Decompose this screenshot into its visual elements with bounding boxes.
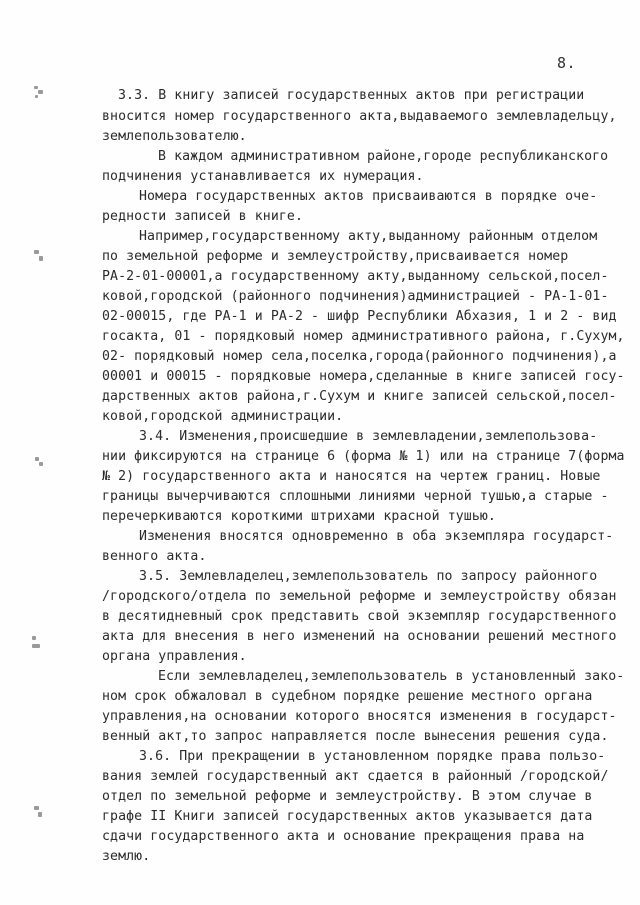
text-line: венного акта.	[102, 549, 207, 564]
text-line: ковой,городской администрации.	[102, 409, 344, 424]
text-line: землепользователю.	[102, 129, 247, 144]
text-line: границы вычерчиваются сплошными линиями черной тушью,а старые -	[102, 489, 609, 504]
text-line: перечеркиваются короткими штрихами красной тушью.	[102, 509, 496, 524]
text-line: 3.4. Изменения,происшедшие в землевладении,землепользова-	[139, 429, 598, 444]
text-line: Если землевладелец,землепользователь в установленный зако-	[158, 669, 625, 684]
text-line: ковой,городской (районного подчинения)администрацией - РА-1-01-	[102, 289, 609, 304]
text-line: госакта, 01 - порядковый номер административного района, г.Сухум,	[102, 329, 625, 344]
text-line: акта для внесения в него изменений на основании решений местного	[102, 629, 617, 644]
page-number: 8.	[557, 54, 577, 72]
text-line: сдачи государственного акта и основание прекращения права на	[102, 829, 585, 844]
text-line: землю.	[102, 849, 151, 864]
text-line: управления,на основании которого вносятся изменения в государст-	[102, 709, 617, 724]
text-line: вания землей государственный акт сдается в районный /городской/	[102, 769, 609, 784]
text-line: 3.3. В книгу записей государственных актов при регистрации	[118, 88, 585, 103]
margin-mark	[33, 454, 45, 470]
text-line: 02-00015, где РА-1 и РА-2 - шифр Республики Абхазия, 1 и 2 - вид	[102, 309, 617, 324]
text-line: 3.6. При прекращении в установленном порядке права пользо-	[139, 749, 606, 764]
text-line: 3.5. Землевладелец,землепользователь по запросу районного	[139, 569, 598, 584]
text-line: графе II Книги записей государственных актов указывается дата	[102, 809, 593, 824]
text-line: РА-2-01-00001,а государственному акту,выданному сельской,посел-	[102, 269, 609, 284]
text-line: отдел по земельной реформе и землеустройству. В этом случае в	[102, 789, 593, 804]
text-line: нии фиксируются на странице 6 (форма № 1) или на странице 7(форма	[102, 449, 625, 464]
text-line: по земельной реформе и землеустройству,присваивается номер	[102, 249, 569, 264]
text-line: ном срок обжаловал в судебном порядке решение местного органа	[102, 689, 593, 704]
text-line: органа управления.	[102, 649, 247, 664]
text-line: № 2) государственного акта и наносятся на чертеж границ. Новые	[102, 469, 601, 484]
text-line: Изменения вносятся одновременно в оба экземпляра государст-	[139, 529, 614, 544]
text-line: редности записей в книге.	[102, 209, 303, 224]
margin-mark	[33, 248, 45, 264]
text-line: 02- порядковый номер села,поселка,города(районного подчинения),а	[102, 349, 617, 364]
text-line: дарственных актов района,г.Сухум и книге записей сельской,посел-	[102, 389, 617, 404]
text-line: вносится номер государственного акта,выдаваемого землевладельцу,	[102, 109, 617, 124]
margin-mark	[32, 84, 44, 100]
text-line: /городского/отдела по земельной реформе и землеустройству обязан	[102, 589, 617, 604]
margin-mark	[32, 804, 44, 820]
text-line: 00001 и 00015 - порядковые номера,сделанные в книге записей госу-	[102, 369, 625, 384]
text-line: венный акт,то запрос направляется после вынесения решения суда.	[102, 729, 609, 744]
text-line: Например,государственному акту,выданному районным отделом	[139, 229, 598, 244]
text-line: в десятидневный срок представить свой экземпляр государственного	[102, 609, 617, 624]
text-line: Номера государственных актов присваиваются в порядке оче-	[139, 189, 598, 204]
margin-mark	[30, 634, 42, 650]
text-line: подчинения устанавливается их нумерация.	[102, 169, 424, 184]
text-line: В каждом административном районе,городе республиканского	[158, 149, 609, 164]
